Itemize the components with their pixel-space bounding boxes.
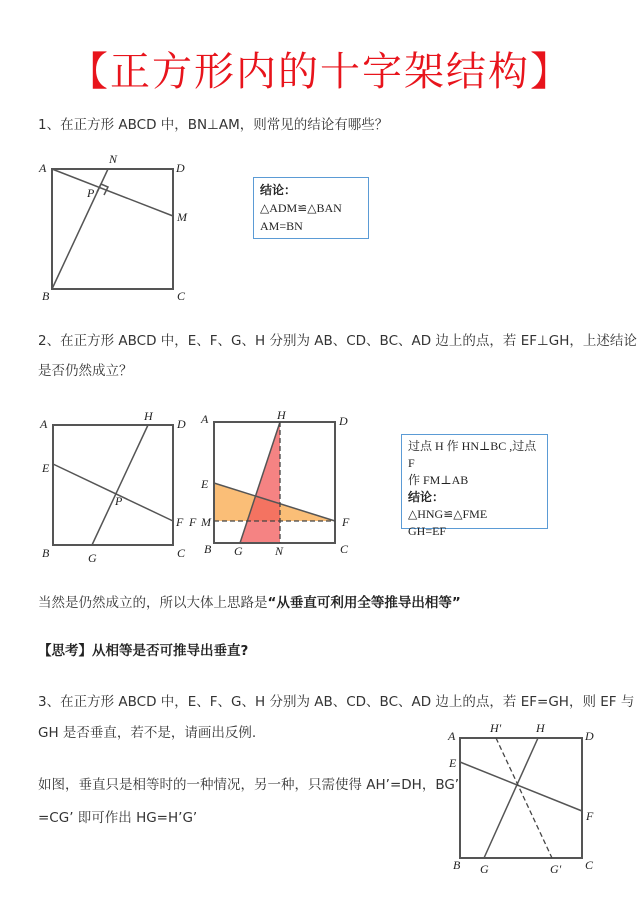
label-a: A [39,161,47,175]
label-f-cut: F [189,515,197,529]
conclusion-heading: 结论： [408,490,445,504]
label-m: M [201,515,211,529]
label-n: N [109,152,118,166]
box-line: 过点 H 作 HN⊥BC ,过点 F [408,439,537,470]
box-line: 作 FM⊥AB [408,473,469,487]
label-c: C [585,858,594,872]
square-abcd [460,738,582,858]
label-e: E [42,461,50,475]
label-a: A [201,412,209,426]
conclusion-line: △ADM≌△BAN [260,201,342,215]
segment-am [52,169,173,216]
question-3-line-1: 3、在正方形 ABCD 中，E、F、G、H 分别为 AB、CD、BC、AD 边上的点，若 EF=GH，则 EF 与 [38,694,635,710]
label-d: D [176,161,185,175]
label-h: H [536,721,545,735]
label-n: N [275,544,284,558]
segment-gh [484,738,538,858]
label-b: B [42,546,50,560]
label-p: P [115,494,123,508]
label-c: C [340,542,349,556]
right-angle-mark [97,184,108,195]
label-f: F [176,515,184,529]
label-p: P [87,186,95,200]
label-a: A [448,729,456,743]
diagram-3 [447,721,594,876]
segment-ef [53,464,173,521]
label-b: B [42,289,50,303]
box-line: △HNG≌△FME [408,507,488,521]
label-e: E [449,756,457,770]
label-f: F [586,809,594,823]
question-2-line-1: 2、在正方形 ABCD 中，E、F、G、H 分别为 AB、CD、BC、AD 边上的点，若 EF⊥GH，上述结论 [38,333,637,349]
label-g: G [480,862,489,876]
label-h: H [144,409,153,423]
square-abcd [52,169,173,289]
question-3-line-2: GH 是否垂直，若不是，请画出反例. [38,725,257,741]
label-h: H [277,408,286,422]
conclusion-heading: 结论： [260,183,297,197]
segment-h1g1 [496,738,552,858]
label-a: A [40,417,48,431]
square-abcd [53,425,173,545]
label-g: G [234,544,243,558]
label-b: B [453,858,461,872]
label-d: D [177,417,186,431]
remark-normal: 当然是仍然成立的，所以大体上思路是 [38,595,268,611]
label-g: G [88,551,97,565]
question-3-line-4: =CG’ 即可作出 HG=H’G’ [38,810,198,826]
label-c: C [177,546,186,560]
think-heading: 【思考】从相等是否可推导出垂直? [38,643,249,659]
label-c: C [177,289,186,303]
label-d: D [585,729,594,743]
question-2-line-2: 是否仍然成立？ [38,363,133,379]
page-title: 【正方形内的十字架结构】 [68,49,572,95]
conclusion-line: AM=BN [260,219,303,233]
label-m: M [177,210,187,224]
question-3-line-3: 如图，垂直只是相等时的一种情况，另一种，只需使得 AH’=DH，BG’ [38,777,460,793]
label-g-prime: G' [550,862,562,876]
remark-text [38,591,461,611]
segment-ef [460,762,582,811]
conclusion-box-1 [253,177,369,239]
label-d: D [339,414,348,428]
question-1-text: 1、在正方形 ABCD 中，BN⊥AM，则常见的结论有哪些？ [38,117,389,133]
diagram-2-left [39,409,186,565]
label-b: B [204,542,212,556]
conclusion-box-2 [401,434,548,538]
diagram-2-right [188,408,350,558]
label-f: F [342,515,350,529]
diagram-1 [38,152,188,303]
label-h-prime: H' [490,721,502,735]
box-line: GH=EF [408,524,447,538]
remark-bold: “从垂直可利用全等推导出相等” [267,595,461,611]
segment-gh [92,425,148,545]
label-e: E [201,477,209,491]
